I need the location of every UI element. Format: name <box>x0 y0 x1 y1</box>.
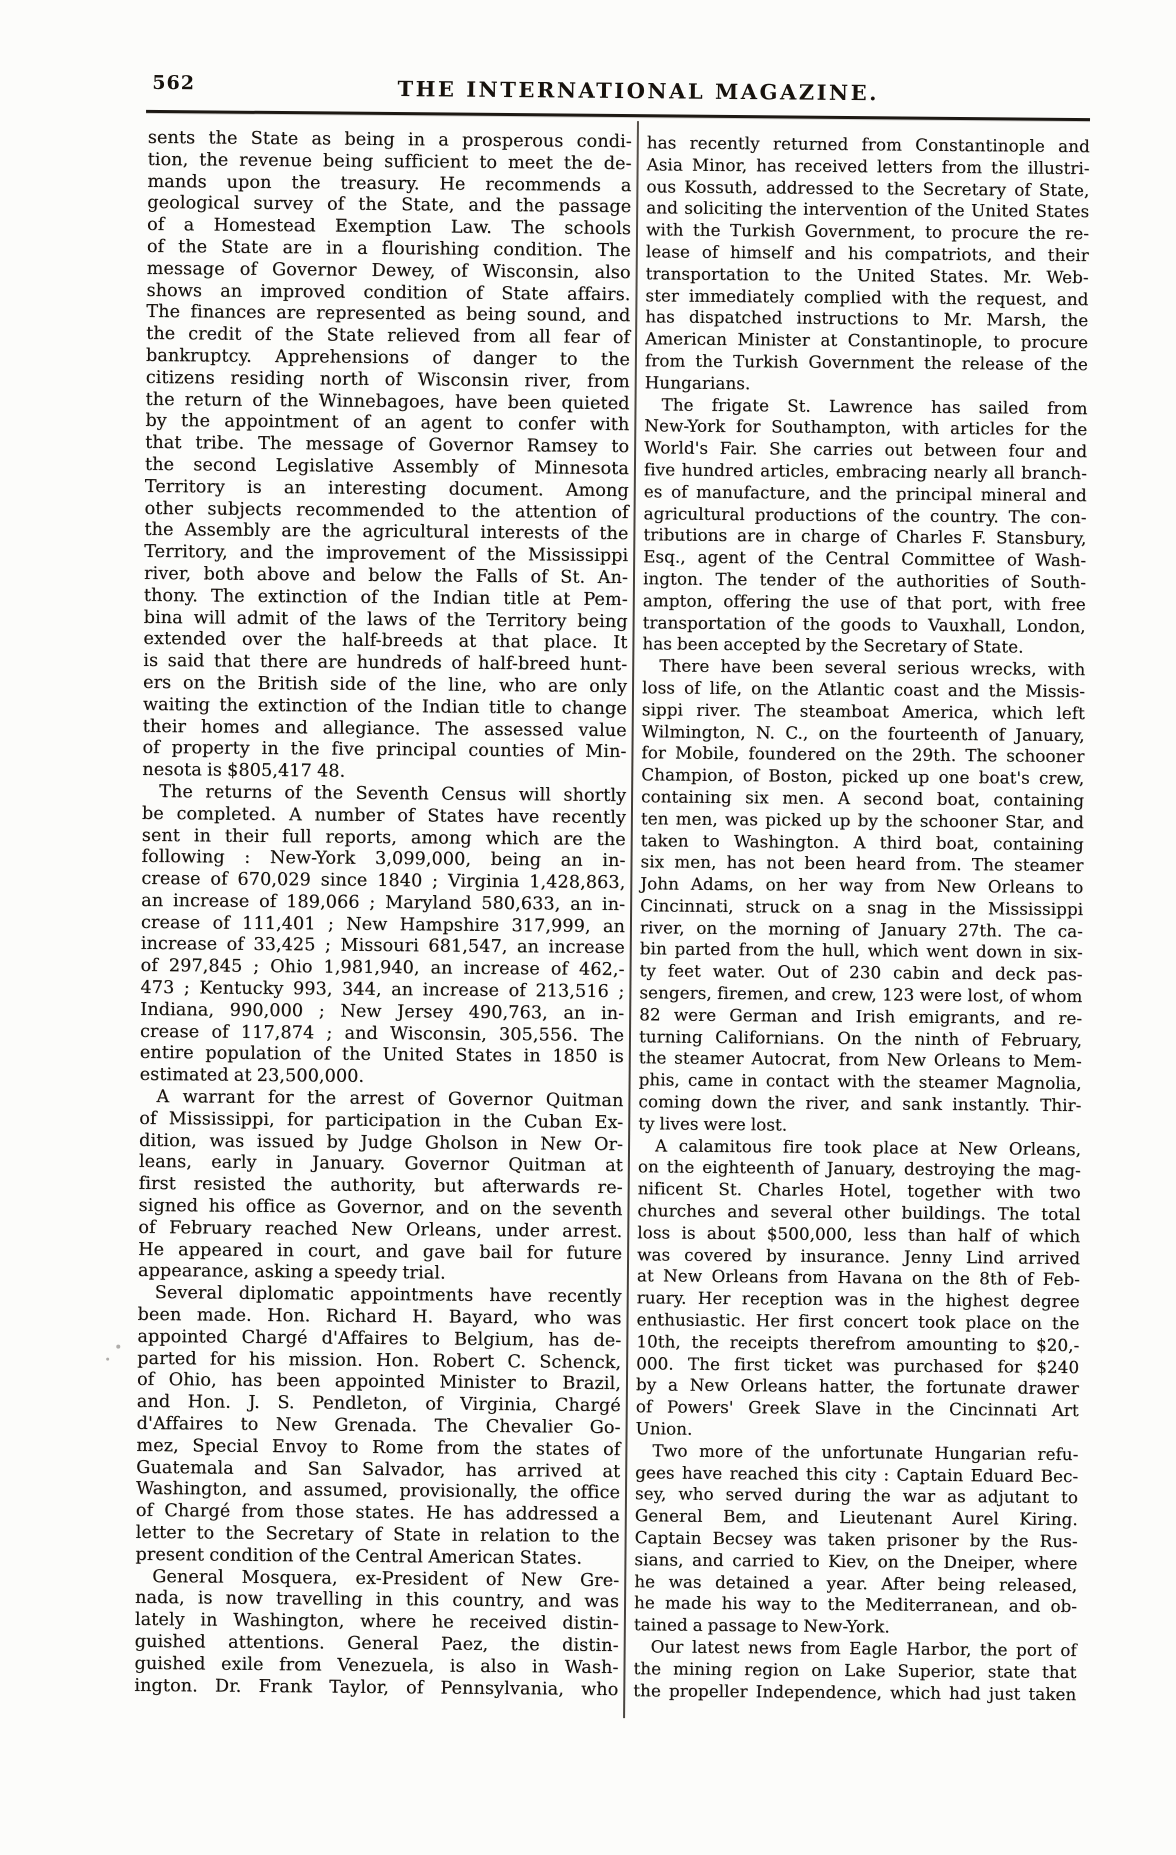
text-line: letter to the Secretary of State in relation to the <box>135 1522 620 1548</box>
text-line: New-York for Southampton, with articles for the <box>644 415 1088 440</box>
text-line: been made. Hon. Richard H. Bayard, who was <box>137 1304 622 1330</box>
text-line: 000. The first ticket was purchased for $240 <box>636 1352 1080 1377</box>
text-line: The finances are represented as being sound, and <box>146 302 631 327</box>
text-line: six men, has not been heard from. The steamer <box>640 851 1084 876</box>
text-line: at New Orleans from Havana on the 8th of Feb- <box>636 1265 1080 1290</box>
text-line: Asia Minor, has received letters from the illustri- <box>646 154 1090 178</box>
text-line: river, on the morning of January 27th. The ca- <box>639 916 1084 941</box>
text-line: He appeared in court, and gave bail for future <box>138 1239 623 1264</box>
text-line: tained a passage to New-York. <box>633 1614 890 1637</box>
text-line: dition, was issued by Judge Gholson in New Or- <box>138 1130 624 1155</box>
text-line: five hundred articles, embracing nearly all branch- <box>643 459 1088 484</box>
text-line: Territory is an interesting document. Among <box>144 476 629 501</box>
text-line: ten men, was picked up by the schooner Star, and <box>640 807 1084 832</box>
text-line: for Mobile, foundered on the 29th. The schooner <box>641 742 1085 767</box>
text-line: is said that there are hundreds of half-breed hunt- <box>143 650 628 676</box>
text-line: he made his way to the Mediterranean, and ob- <box>633 1592 1078 1617</box>
text-line: agricultural productions of the country. The con- <box>643 502 1087 527</box>
text-line: that tribe. The message of Governor Ramsey to <box>145 433 630 458</box>
text-line: the Assembly are the agricultural interests of the <box>144 520 629 545</box>
text-line: leans, early in January. Governor Quitman at <box>138 1152 623 1177</box>
text-line: has dispatched instructions to Mr. Marsh, the <box>645 306 1089 331</box>
text-line: Cincinnati, struck on a snag in the Mississippi <box>640 895 1084 919</box>
text-line: with the Turkish Government, to procure the re- <box>645 219 1090 244</box>
text-line: an increase of 189,066 ; Maryland 580,633, an in- <box>141 890 626 915</box>
text-line: enthusiastic. Her first concert took place on the <box>636 1309 1080 1334</box>
text-line: Champion, of Boston, picked up one boat's crew, <box>641 764 1085 789</box>
text-line: of February reached New Orleans, under arrest. <box>138 1217 623 1242</box>
text-line: A warrant for the arrest of Governor Quitman <box>156 1087 624 1112</box>
text-line: and Hon. J. S. Pendleton, of Virginia, Chargé <box>136 1392 621 1417</box>
text-line: mez, Special Envoy to Rome from the states of <box>136 1435 621 1460</box>
text-line: loss of life, on the Atlantic coast and the Missis- <box>641 677 1086 702</box>
text-line: of Mississippi, for participation in the Cuban Ex- <box>139 1108 624 1133</box>
text-line: sengers, firemen, and crew, 123 were lost, of whom <box>639 982 1083 1007</box>
text-line: ty lives were lost. <box>638 1113 788 1135</box>
text-line: entire population of the United States in 1850 is <box>139 1043 624 1068</box>
text-line: containing six men. A second boat, containing <box>641 786 1085 810</box>
text-line: ty feet water. Out of 230 cabin and deck pas- <box>639 960 1083 985</box>
text-line: American Minister at Constantinople, to procure <box>645 328 1089 353</box>
text-line: sians, and carried to Kiev, on the Dneiper, where <box>634 1548 1078 1573</box>
text-line: Captain Becsey was taken prisoner by the Rus- <box>634 1527 1078 1552</box>
text-line: Washington, and assumed, provisionally, the office <box>135 1479 621 1504</box>
text-line: has recently returned from Constantinople and <box>646 132 1090 157</box>
text-line: 473 ; Kentucky 993, 344, an increase of 213,516 ; <box>140 977 625 1003</box>
text-line: d'Affaires to New Grenada. The Chevalier Go- <box>136 1413 621 1439</box>
text-line: 10th, the receipts therefrom amounting to $20,- <box>636 1331 1080 1355</box>
text-line: shows an improved condition of State affairs. <box>146 280 631 305</box>
text-line: Hungarians. <box>644 371 751 393</box>
text-line: John Adams, on her way from New Orleans to <box>640 873 1084 898</box>
scan-speckle <box>106 1358 109 1361</box>
text-line: sippi river. The steamboat America, which left <box>641 698 1085 723</box>
text-line: Union. <box>635 1418 693 1439</box>
text-line: of Chargé from those states. He has addressed a <box>135 1501 620 1526</box>
text-line: on the eighteenth of January, destroying the mag- <box>637 1156 1081 1181</box>
text-line: guished exile from Venezuela, is also in Wash- <box>134 1653 619 1678</box>
text-line: ous Kossuth, addressed to the Secretary of State, <box>646 175 1090 200</box>
text-line: sents the State as being in a prosperous condi- <box>147 127 632 153</box>
text-line: he was detained a year. After being released, <box>634 1570 1078 1595</box>
text-line: tion, the revenue being sufficient to meet the de- <box>147 149 632 174</box>
text-line: nesota is $805,417 48. <box>142 759 346 782</box>
text-line: General Mosquera, ex-President of New Gre- <box>152 1566 620 1591</box>
text-line: The returns of the Seventh Census will shortly <box>159 781 627 806</box>
text-line: ster immediately complied with the request, and <box>645 284 1089 309</box>
text-line: There have been several serious wrecks, with <box>659 655 1086 680</box>
text-line: from the Turkish Government the release of the <box>644 350 1088 375</box>
text-line: of a Homestead Exemption Law. The schools <box>146 215 632 240</box>
text-line: waiting the extinction of the Indian title to change <box>142 694 627 719</box>
text-line: the second Legislative Assembly of Minnesota <box>144 454 630 480</box>
text-line: bin parted from the hull, which went down in six- <box>639 938 1083 963</box>
text-line: Indiana, 990,000 ; New Jersey 490,763, an in- <box>140 999 625 1024</box>
text-line: bina will admit of the laws of the Territory being <box>143 607 628 632</box>
text-line: by a New Orleans hatter, the fortunate drawer <box>635 1374 1080 1399</box>
text-line: crease of 117,874 ; and Wisconsin, 305,556. The <box>139 1021 625 1046</box>
text-line: has been accepted by the Secretary of State. <box>642 633 1024 657</box>
text-line: parted for his mission. Hon. Robert C. Schenck, <box>137 1348 622 1373</box>
text-line: estimated at 23,500,000. <box>139 1065 365 1088</box>
text-line: crease of 111,401 ; New Hampshire 317,999, an <box>140 912 626 937</box>
text-line: sey, who served during the war as adjutant to <box>634 1483 1079 1508</box>
text-line: Wilmington, N. C., on the fourteenth of January, <box>641 720 1085 745</box>
text-line: following : New-York 3,099,000, being an in- <box>141 847 626 872</box>
text-line: nada, is now travelling in this country, and was <box>134 1588 620 1613</box>
text-line: appearance, asking a speedy trial. <box>137 1261 446 1284</box>
text-line: gees have reached this city : Captain Eduard Bec- <box>635 1461 1079 1486</box>
text-line: be completed. A number of States have recently <box>141 803 626 828</box>
text-line: river, both above and below the Falls of St. An- <box>143 563 629 589</box>
text-line: message of Governor Dewey, of Wisconsin, also <box>146 258 631 283</box>
text-line: citizens residing north of Wisconsin river, from <box>145 367 630 392</box>
text-line: signed his office as Governor, and on the seventh <box>138 1195 623 1221</box>
text-line: appointed Chargé d'Affaires to Belgium, has de- <box>137 1326 622 1351</box>
text-line: Our latest news from Eagle Harbor, the port of <box>650 1636 1077 1661</box>
scan-speckle <box>116 1345 120 1349</box>
text-line: ampton, offering the use of that port, with free <box>642 589 1086 614</box>
text-line: The frigate St. Lawrence has sailed from <box>661 393 1088 418</box>
text-line: of Powers' Greek Slave in the Cincinnati Art <box>635 1396 1079 1421</box>
text-line: 82 were German and Irish emigrants, and re- <box>639 1004 1083 1028</box>
text-line: lately in Washington, where he received distin- <box>134 1610 619 1635</box>
text-line: coming down the river, and sank instantly. Thir- <box>638 1091 1082 1116</box>
text-line: of 297,845 ; Ohio 1,981,940, an increase of 462,- <box>140 956 625 981</box>
text-line: and soliciting the intervention of the United States <box>646 197 1090 222</box>
text-line: Several diplomatic appointments have recently <box>154 1283 622 1308</box>
text-line: A calamitous fire took place at New Orleans, <box>654 1135 1082 1159</box>
text-line: crease of 670,029 since 1840 ; Virginia 1,428,863, <box>141 868 626 894</box>
text-line: transportation of the goods to Vauxhall, London, <box>642 611 1086 636</box>
text-line: of property in the five principal counties of Min- <box>142 738 627 763</box>
text-line: churches and several other buildings. The total <box>637 1200 1081 1225</box>
text-line: Guatemala and San Salvador, has arrived at <box>136 1457 621 1482</box>
text-line: the steamer Autocrat, from New Orleans to Mem- <box>638 1047 1082 1072</box>
text-line: Two more of the unfortunate Hungarian refu- <box>652 1440 1079 1464</box>
text-line: General Bem, and Lieutenant Aurel Kiring. <box>634 1505 1078 1530</box>
left-column <box>134 128 632 1702</box>
text-line: taken to Washington. A third boat, containing <box>640 829 1084 854</box>
text-line: the return of the Winnebagoes, have been quieted <box>145 389 630 414</box>
text-line: guished attentions. General Paez, the distin- <box>134 1631 619 1657</box>
text-line: ington. Dr. Frank Taylor, of Pennsylvania, who <box>134 1675 619 1700</box>
text-line: present condition of the Central American States. <box>135 1544 583 1569</box>
text-line: lease of himself and his compatriots, and their <box>645 241 1089 266</box>
text-line: World's Fair. She carries out between four and <box>644 437 1088 462</box>
text-line: thony. The extinction of the Indian title at Pem- <box>143 585 628 610</box>
text-line: geological survey of the State, and the passage <box>147 193 632 218</box>
text-line: phis, came in contact with the steamer Magnolia, <box>638 1069 1082 1094</box>
text-line: tributions are in charge of Charles F. Stansbury, <box>643 524 1087 549</box>
page-title: THE INTERNATIONAL MAGAZINE. <box>397 76 880 106</box>
text-line: mands upon the treasury. He recommends a <box>147 171 632 196</box>
text-line: was covered by insurance. Jenny Lind arrived <box>637 1243 1081 1268</box>
text-line: es of manufacture, and the principal mineral and <box>643 480 1087 505</box>
right-column <box>633 132 1090 1705</box>
page-number: 562 <box>152 71 196 95</box>
text-line: ruary. Her reception was in the highest degree <box>636 1287 1080 1312</box>
text-line: turning Californians. On the ninth of February, <box>638 1025 1083 1050</box>
text-line: loss is about $500,000, less than half of which <box>637 1222 1081 1246</box>
text-line: the propeller Independence, which had just taken <box>633 1679 1077 1704</box>
text-line: increase of 33,425 ; Missouri 681,547, an increase <box>140 934 625 959</box>
text-line: first resisted the authority, but afterwards re- <box>138 1174 623 1199</box>
text-line: Esq., agent of the Central Committee of Wash- <box>643 546 1087 571</box>
text-line: bankruptcy. Apprehensions of danger to the <box>145 345 630 371</box>
text-line: sent in their full reports, among which are the <box>141 825 626 850</box>
text-line: of Ohio, has been appointed Minister to Brazil, <box>136 1370 622 1395</box>
text-line: their homes and allegiance. The assessed value <box>142 716 627 741</box>
text-line: ers on the British side of the line, who are only <box>142 672 628 698</box>
text-line: by the appointment of an agent to confer with <box>145 411 630 436</box>
text-line: extended over the half-breeds at that place. It <box>143 629 628 654</box>
text-line: the credit of the State relieved from all fear of <box>146 324 631 349</box>
text-line: transportation to the United States. Mr. Web- <box>645 263 1089 287</box>
header-rule <box>146 110 1090 121</box>
text-line: ington. The tender of the authorities of South- <box>642 568 1087 593</box>
text-line: nificent St. Charles Hotel, together with two <box>637 1178 1081 1203</box>
text-line: Territory, and the improvement of the Mississippi <box>144 542 629 567</box>
text-line: other subjects recommended to the attention of <box>144 498 629 523</box>
text-line: of the State are in a flourishing condition. The <box>146 236 631 262</box>
text-line: the mining region on Lake Superior, state that <box>633 1657 1077 1682</box>
